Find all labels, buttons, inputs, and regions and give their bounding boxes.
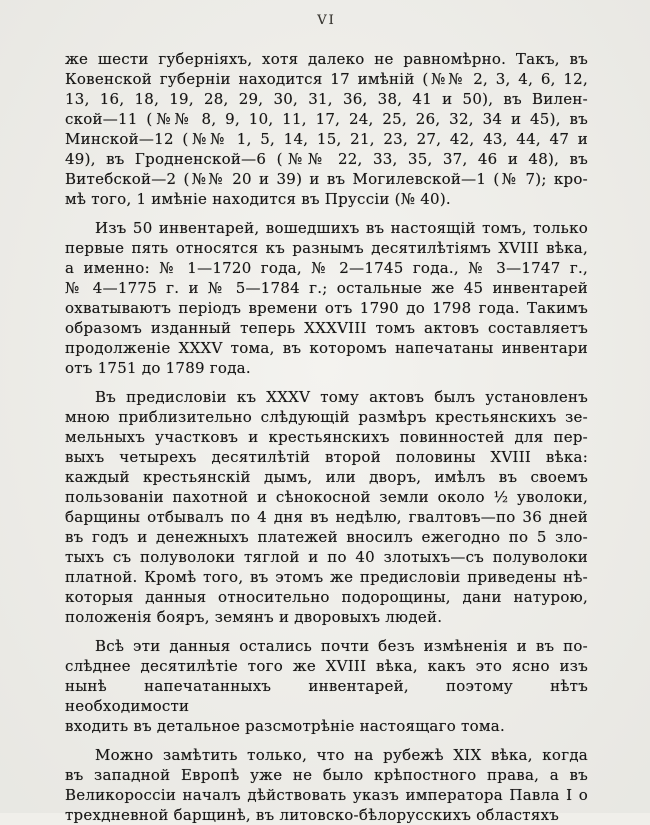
paragraph: [65, 387, 588, 627]
text-line: № 4—1775 г. и № 5—1784 г.; остальные же 45 инвентарей: [65, 279, 588, 297]
text-line: мною приблизительно слѣдующій размѣръ крестьянскихъ зе-: [65, 408, 588, 426]
text-line: 49), въ Гродненской—6 (№№ 22, 33, 35, 37, 46 и 48), въ: [65, 150, 588, 168]
text-line: слѣднее десятилѣтіе того же XVIII вѣка, какъ это ясно изъ: [65, 657, 588, 675]
text-line: въ годъ и денежныхъ платежей вносилъ ежегодно по 5 зло-: [65, 528, 588, 546]
text-line: первые пять относятся къ разнымъ десятилѣтіямъ XVIII вѣка,: [65, 239, 588, 257]
text-line: которыя данныя относительно подорощины, дани натурою,: [65, 588, 588, 606]
text-line: Въ предисловіи къ XXXV тому актовъ былъ установленъ: [95, 388, 588, 406]
text-line: образомъ изданный теперь XXXVIII томъ актовъ составляетъ: [65, 319, 588, 337]
paragraph: [65, 745, 588, 825]
text-line: мѣ того, 1 имѣніе находится въ Пруссіи (№ 40).: [65, 190, 451, 208]
text-line: барщины отбывалъ по 4 дня въ недѣлю, гвалтовъ—по 36 дней: [65, 508, 588, 526]
text-line: а именно: № 1—1720 года, № 2—1745 года., № 3—1747 г.,: [65, 259, 588, 277]
text-line: выхъ четырехъ десятилѣтій второй половины XVIII вѣка:: [65, 448, 588, 466]
text-line: же шести губерніяхъ, хотя далеко не равномѣрно. Такъ, въ: [65, 50, 588, 68]
text-line: отъ 1751 до 1789 года.: [65, 359, 251, 377]
paragraph: [65, 49, 588, 209]
text-line: входить въ детальное разсмотрѣніе настоящаго тома.: [65, 717, 505, 735]
text-line: каждый крестьянскій дымъ, или дворъ, имѣлъ въ своемъ: [65, 468, 588, 486]
text-line: охватываютъ періодъ времени отъ 1790 до 1798 года. Такимъ: [65, 299, 588, 317]
paragraph: [65, 218, 588, 378]
text-line: Витебской—2 (№№ 20 и 39) и въ Могилевской—1 (№ 7); кро-: [65, 170, 588, 188]
text-line: пользованіи пахотной и сѣнокосной земли около ½ уволоки,: [65, 488, 588, 506]
text-line: положенія бояръ, земянъ и дворовыхъ людей.: [65, 608, 443, 626]
page-number: VI: [317, 13, 336, 28]
text-line: 13, 16, 18, 19, 28, 29, 30, 31, 36, 38, 41 и 50), въ Вилен-: [65, 90, 588, 108]
text-line: Великороссіи началъ дѣйствовать указъ императора Павла I о: [65, 786, 588, 804]
text-line: продолженіе XXXV тома, въ которомъ напечатаны инвентари: [65, 339, 588, 357]
text-line: Можно замѣтить только, что на рубежѣ XIX вѣка, когда: [95, 746, 588, 764]
text-line: въ западной Европѣ уже не было крѣпостного права, а въ: [65, 766, 588, 784]
text-line: трехдневной барщинѣ, въ литовско-бѣлорусскихъ областяхъ: [65, 806, 560, 824]
text-line: мельныхъ участковъ и крестьянскихъ повинностей для пер-: [65, 428, 588, 446]
text-block: [65, 49, 588, 825]
text-line: Ковенской губерніи находится 17 имѣній (№№ 2, 3, 4, 6, 12,: [65, 70, 588, 88]
text-line: платной. Кромѣ того, въ этомъ же предисловіи приведены нѣ-: [65, 568, 588, 586]
text-line: Минской—12 (№№ 1, 5, 14, 15, 21, 23, 27, 42, 43, 44, 47 и: [65, 130, 588, 148]
text-line: Изъ 50 инвентарей, вошедшихъ въ настоящій томъ, только: [95, 219, 588, 237]
text-line: ской—11 (№№ 8, 9, 10, 11, 17, 24, 25, 26, 32, 34 и 45), въ: [65, 110, 588, 128]
text-line: Всѣ эти данныя остались почти безъ измѣненія и въ по-: [95, 637, 588, 655]
paragraph: [65, 636, 588, 736]
text-line: нынѣ напечатанныхъ инвентарей, поэтому нѣтъ необходимости: [65, 677, 588, 715]
text-line: тыхъ съ полуволоки тяглой и по 40 злотыхъ—съ полуволоки: [65, 548, 588, 566]
